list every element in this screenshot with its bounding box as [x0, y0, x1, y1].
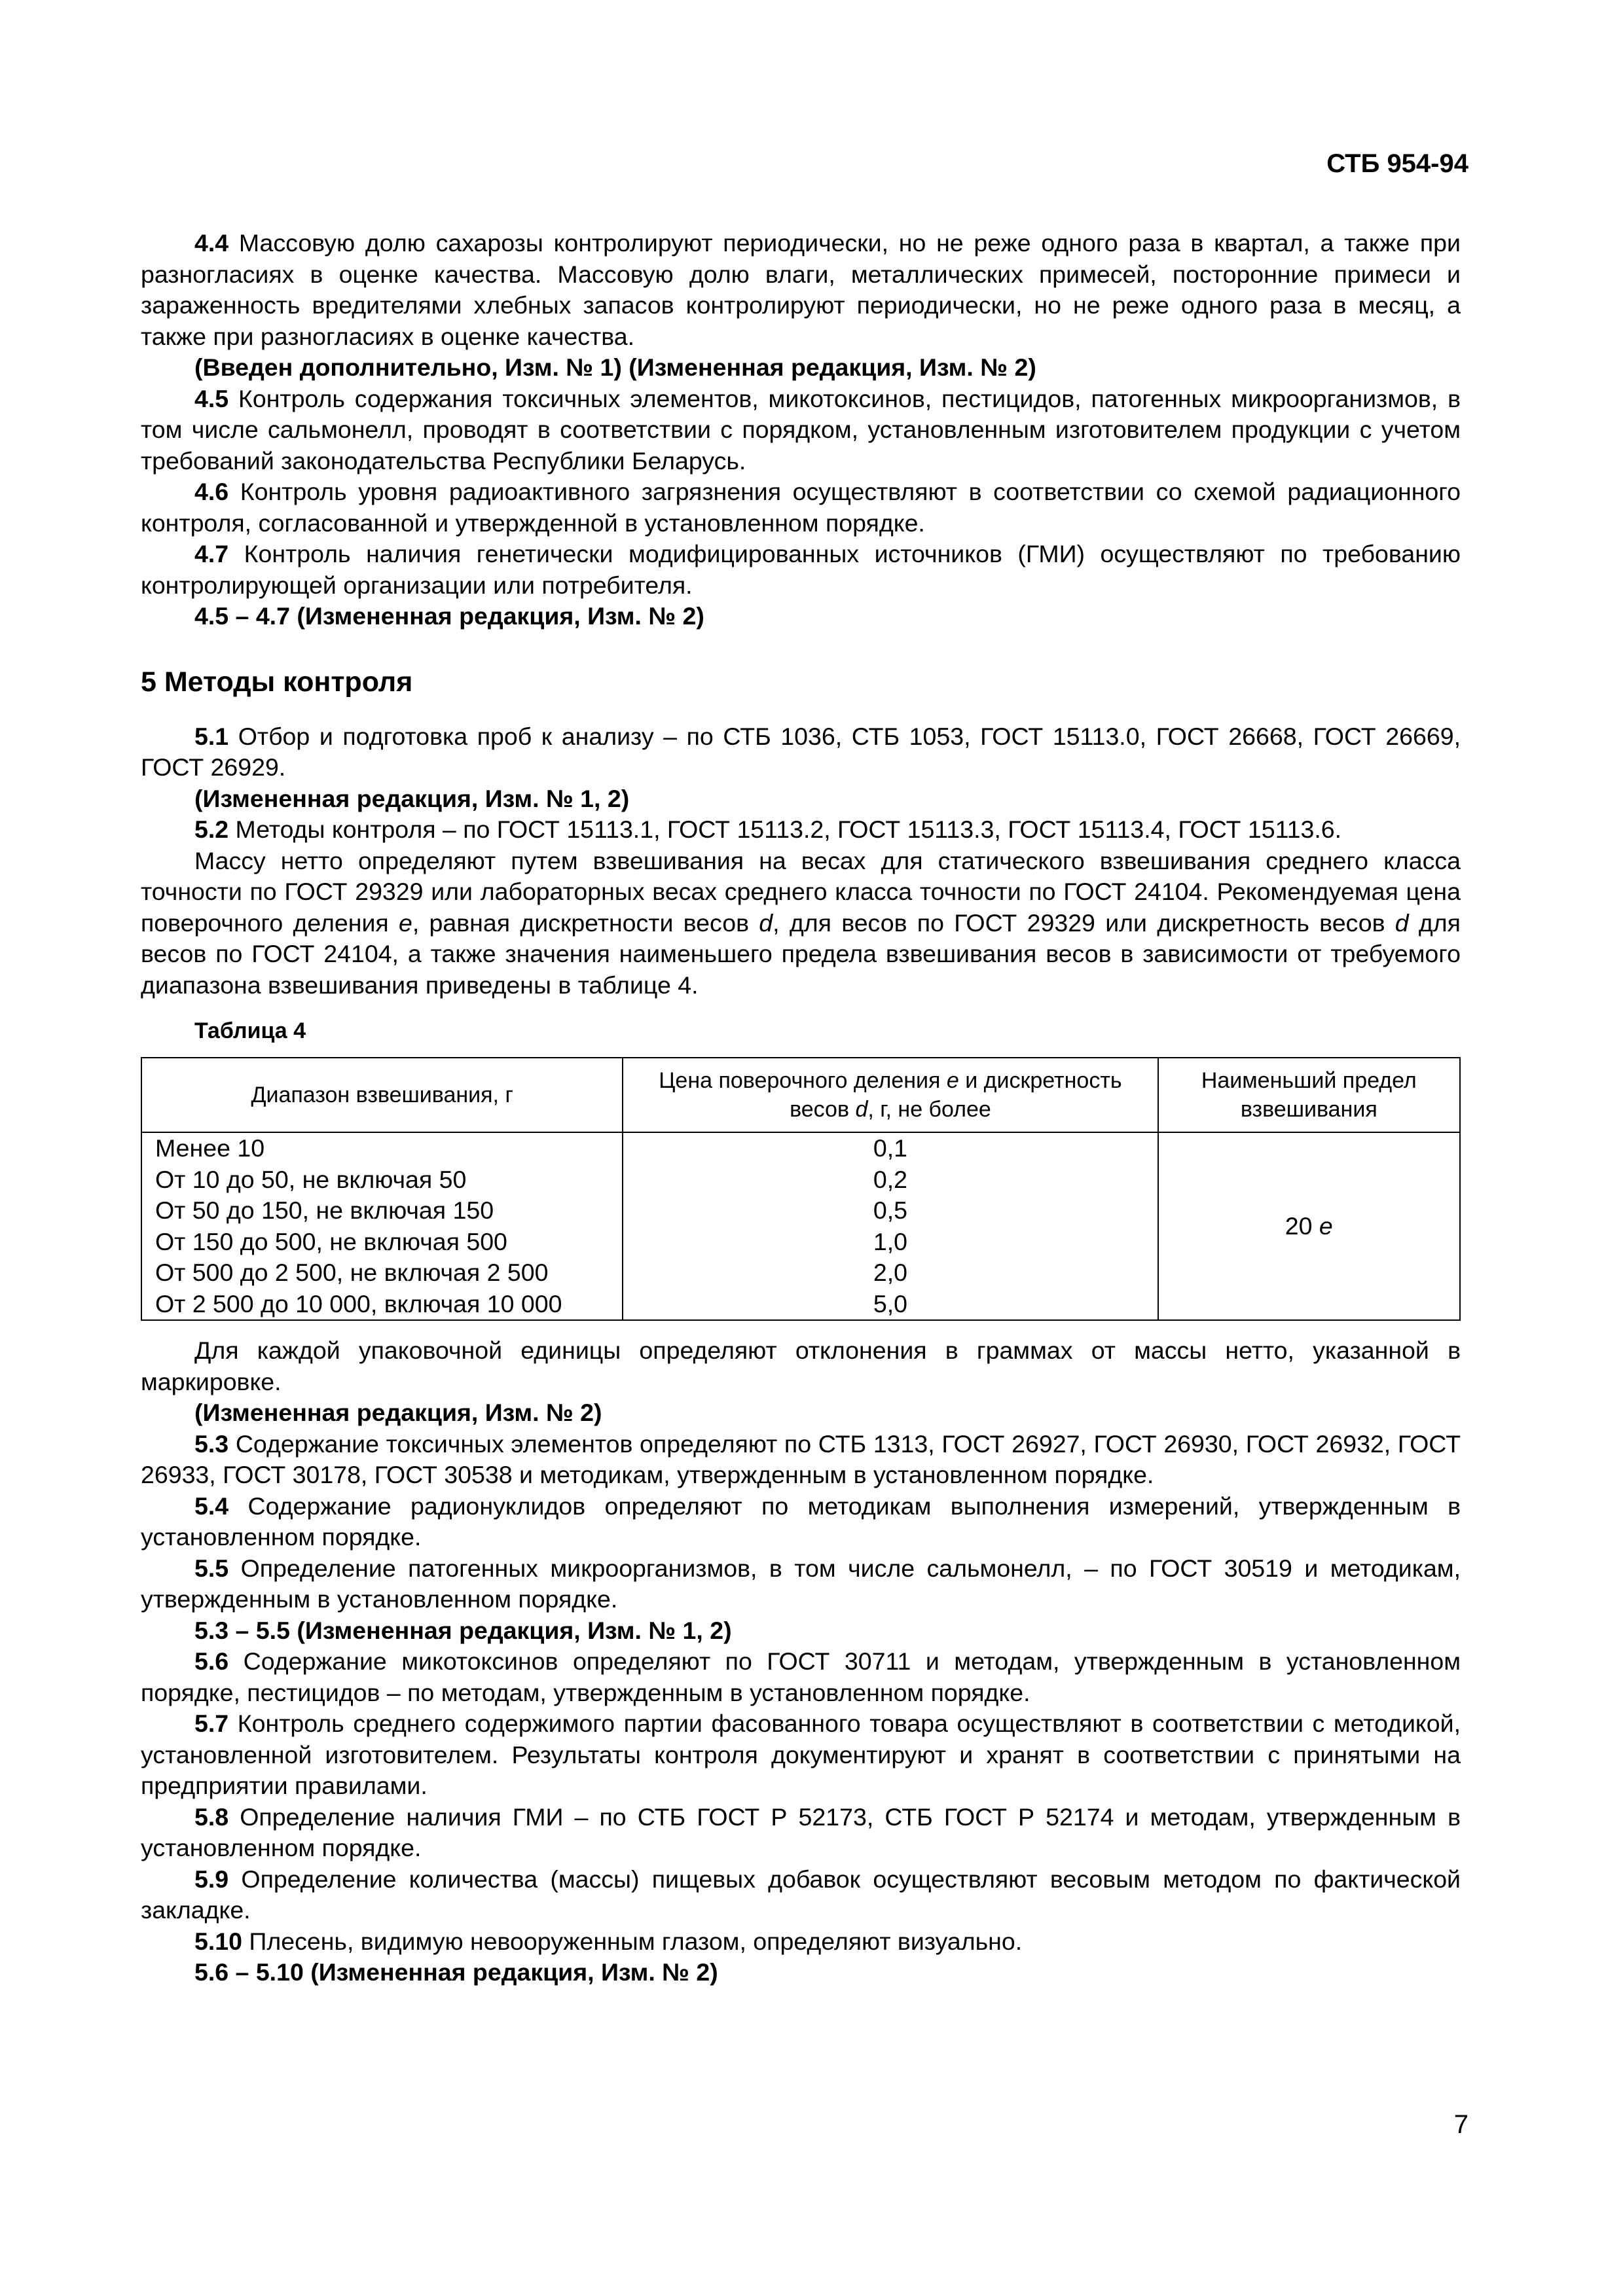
- page-number: 7: [1453, 2110, 1468, 2139]
- clause-text: Содержание радионуклидов определяют по методикам выполнения измерений, утвержденным в установленном порядке.: [141, 1492, 1461, 1551]
- clause-text: Плесень, видимую невооруженным глазом, определяют визуально.: [242, 1927, 1023, 1955]
- text-run: Цена поверочного деления: [659, 1068, 947, 1093]
- paragraph-5-7: [141, 1708, 1461, 1802]
- text-run: , г, не более: [867, 1097, 991, 1122]
- table-header-row: [141, 1058, 1460, 1132]
- symbol-e: е: [398, 908, 412, 937]
- amendment-note: (Измененная редакция, Изм. № 1, 2): [194, 784, 630, 812]
- clause-number: 5.8: [194, 1803, 229, 1831]
- amendment-note: (Измененная редакция, Изм. № 2): [194, 1399, 602, 1426]
- paragraph-net-mass: [141, 846, 1461, 1001]
- paragraph-5-2: [141, 814, 1461, 846]
- clause-text: Определение патогенных микроорганизмов, в том числе сальмонелл, – по ГОСТ 30519 и методикам, утвержденным в установленном порядке.: [141, 1554, 1461, 1613]
- clause-number: 5.4: [194, 1492, 229, 1520]
- value-cell: 0,5: [623, 1195, 1158, 1227]
- paragraph-4-7: [141, 539, 1461, 601]
- paragraph-5-1: [141, 721, 1461, 783]
- symbol-d: d: [855, 1097, 868, 1122]
- amendment-note: 5.3 – 5.5 (Измененная редакция, Изм. № 1, 2): [194, 1616, 732, 1644]
- range-cell: От 500 до 2 500, не включая 2 500: [141, 1257, 623, 1289]
- min-capacity-cell: [1158, 1132, 1460, 1320]
- paragraph-5-10: [141, 1926, 1461, 1958]
- paragraph-4-5: [141, 384, 1461, 477]
- text-run: 20: [1285, 1211, 1319, 1240]
- paragraph-5-3: [141, 1429, 1461, 1491]
- clause-number: 5.9: [194, 1865, 229, 1893]
- paragraph-5-8: [141, 1802, 1461, 1864]
- clause-number: 5.7: [194, 1710, 229, 1737]
- table-caption: Таблица 4: [194, 1018, 306, 1043]
- symbol-d: d: [759, 908, 773, 937]
- paragraph-5-6: [141, 1646, 1461, 1708]
- clause-number: 5.3: [194, 1429, 229, 1458]
- paragraph-5-9: [141, 1864, 1461, 1926]
- clause-number: 5.1: [194, 722, 229, 750]
- paragraph-5-4: [141, 1491, 1461, 1553]
- clause-number: 4.5: [194, 384, 229, 412]
- clause-text: Содержание микотоксинов определяют по ГОСТ 30711 и методам, утвержденным в установленном порядке, пестицидов – по методам, утвержденным в установленном порядке.: [141, 1647, 1461, 1706]
- amendment-note: 4.5 – 4.7 (Измененная редакция, Изм. № 2): [194, 602, 704, 630]
- table-row: [141, 1132, 1460, 1164]
- header-weighing-range: Диапазон взвешивания, г: [141, 1058, 623, 1132]
- clause-text: Содержание токсичных элементов определяют по СТБ 1313, ГОСТ 26927, ГОСТ 26930, ГОСТ 26932, ГОСТ 26933, ГОСТ 30178, ГОСТ 30538 и методикам, утвержденным в установленном порядке.: [141, 1429, 1461, 1488]
- value-cell: 1,0: [623, 1227, 1158, 1258]
- header-min-capacity: Наименьший предел взвешивания: [1158, 1058, 1460, 1132]
- clause-number: 5.5: [194, 1554, 229, 1582]
- value-cell: 0,2: [623, 1164, 1158, 1196]
- value-cell: 0,1: [623, 1132, 1158, 1164]
- text-run: для весов по ГОСТ 24104, а также значения наименьшего предела взвешивания весов в зависимости от требуемого диапазона взвешивания приведены в таблице 4.: [141, 908, 1461, 999]
- section-heading: 5 Методы контроля: [141, 666, 413, 698]
- clause-text: Контроль уровня радиоактивного загрязнения осуществляют в соответствии со схемой радиационного контроля, согласованной и утвержденной в установленном порядке.: [141, 478, 1461, 537]
- range-cell: От 150 до 500, не включая 500: [141, 1227, 623, 1258]
- clause-text: Методы контроля – по ГОСТ 15113.1, ГОСТ 15113.2, ГОСТ 15113.3, ГОСТ 15113.4, ГОСТ 15113.6.: [228, 816, 1342, 843]
- clause-number: 4.7: [194, 540, 229, 567]
- clause-text: Отбор и подготовка проб к анализу – по СТБ 1036, СТБ 1053, ГОСТ 15113.0, ГОСТ 26668, ГОСТ 26669, ГОСТ 26929.: [141, 722, 1461, 781]
- range-cell: От 2 500 до 10 000, включая 10 000: [141, 1289, 623, 1321]
- text-run: Массу нетто определяют путем взвешивания на весах для статического взвешивания среднего класса точности по ГОСТ 29329 или лабораторных весах среднего класса точности по ГОСТ 24104. Рекомендуемая цена поверочного деления: [141, 846, 1461, 937]
- clause-number: 4.6: [194, 478, 229, 505]
- range-cell: Менее 10: [141, 1132, 623, 1164]
- amendment-note: (Введен дополнительно, Изм. № 1) (Измененная редакция, Изм. № 2): [194, 353, 1036, 381]
- clause-number: 5.10: [194, 1927, 242, 1955]
- clause-text: Контроль среднего содержимого партии фасованного товара осуществляют в соответствии с методикой, установленной изготовителем. Результаты контроля документируют и хранят в соответствии с принятыми на предприятии правилами.: [141, 1710, 1461, 1799]
- symbol-d: d: [1395, 908, 1409, 937]
- clause-text: Массовую долю сахарозы контролируют периодически, но не реже одного раза в квартал, а также при разногласиях в оценке качества. Массовую долю влаги, металлических примесей, посторонние примеси и зараженность вредителями хлебных запасов контролируют периодически, но не реже одного раза в месяц, а также при разногласиях в оценке качества.: [141, 229, 1461, 350]
- text-run: и дискретность весов: [790, 1068, 1122, 1122]
- table-4: [141, 1057, 1461, 1321]
- paragraph-4-4: [141, 228, 1461, 352]
- paragraph-4-6: [141, 476, 1461, 539]
- range-cell: От 50 до 150, не включая 150: [141, 1195, 623, 1227]
- clause-number: 4.4: [194, 229, 229, 257]
- value-cell: 2,0: [623, 1257, 1158, 1289]
- paragraph-deviation: Для каждой упаковочной единицы определяют отклонения в граммах от массы нетто, указанной в маркировке.: [141, 1336, 1461, 1395]
- page-content: [141, 228, 1461, 1988]
- text-run: , равная дискретности весов: [412, 908, 759, 937]
- clause-text: Контроль содержания токсичных элементов, микотоксинов, пестицидов, патогенных микроорганизмов, в том числе сальмонелл, проводят в соответствии с порядком, установленным изготовителем продукции с учетом требований законодательства Республики Беларусь.: [141, 384, 1461, 475]
- clause-number: 5.6: [194, 1647, 229, 1675]
- range-cell: От 10 до 50, не включая 50: [141, 1164, 623, 1196]
- clause-text: Определение количества (массы) пищевых добавок осуществляют весовым методом по фактической закладке.: [141, 1865, 1461, 1924]
- header-division-value: [623, 1058, 1158, 1132]
- clause-text: Определение наличия ГМИ – по СТБ ГОСТ Р 52173, СТБ ГОСТ Р 52174 и методам, утвержденным в установленном порядке.: [141, 1803, 1461, 1861]
- clause-text: Контроль наличия генетически модифицированных источников (ГМИ) осуществляют по требованию контролирующей организации или потребителя.: [141, 540, 1461, 599]
- symbol-e: е: [946, 1068, 959, 1093]
- document-code: СТБ 954-94: [1326, 149, 1468, 178]
- symbol-e: е: [1319, 1211, 1333, 1240]
- clause-number: 5.2: [194, 816, 229, 843]
- amendment-note: 5.6 – 5.10 (Измененная редакция, Изм. № 2): [194, 1958, 718, 1986]
- paragraph-5-5: [141, 1553, 1461, 1615]
- text-run: , для весов по ГОСТ 29329 или дискретность весов: [773, 908, 1395, 937]
- value-cell: 5,0: [623, 1289, 1158, 1321]
